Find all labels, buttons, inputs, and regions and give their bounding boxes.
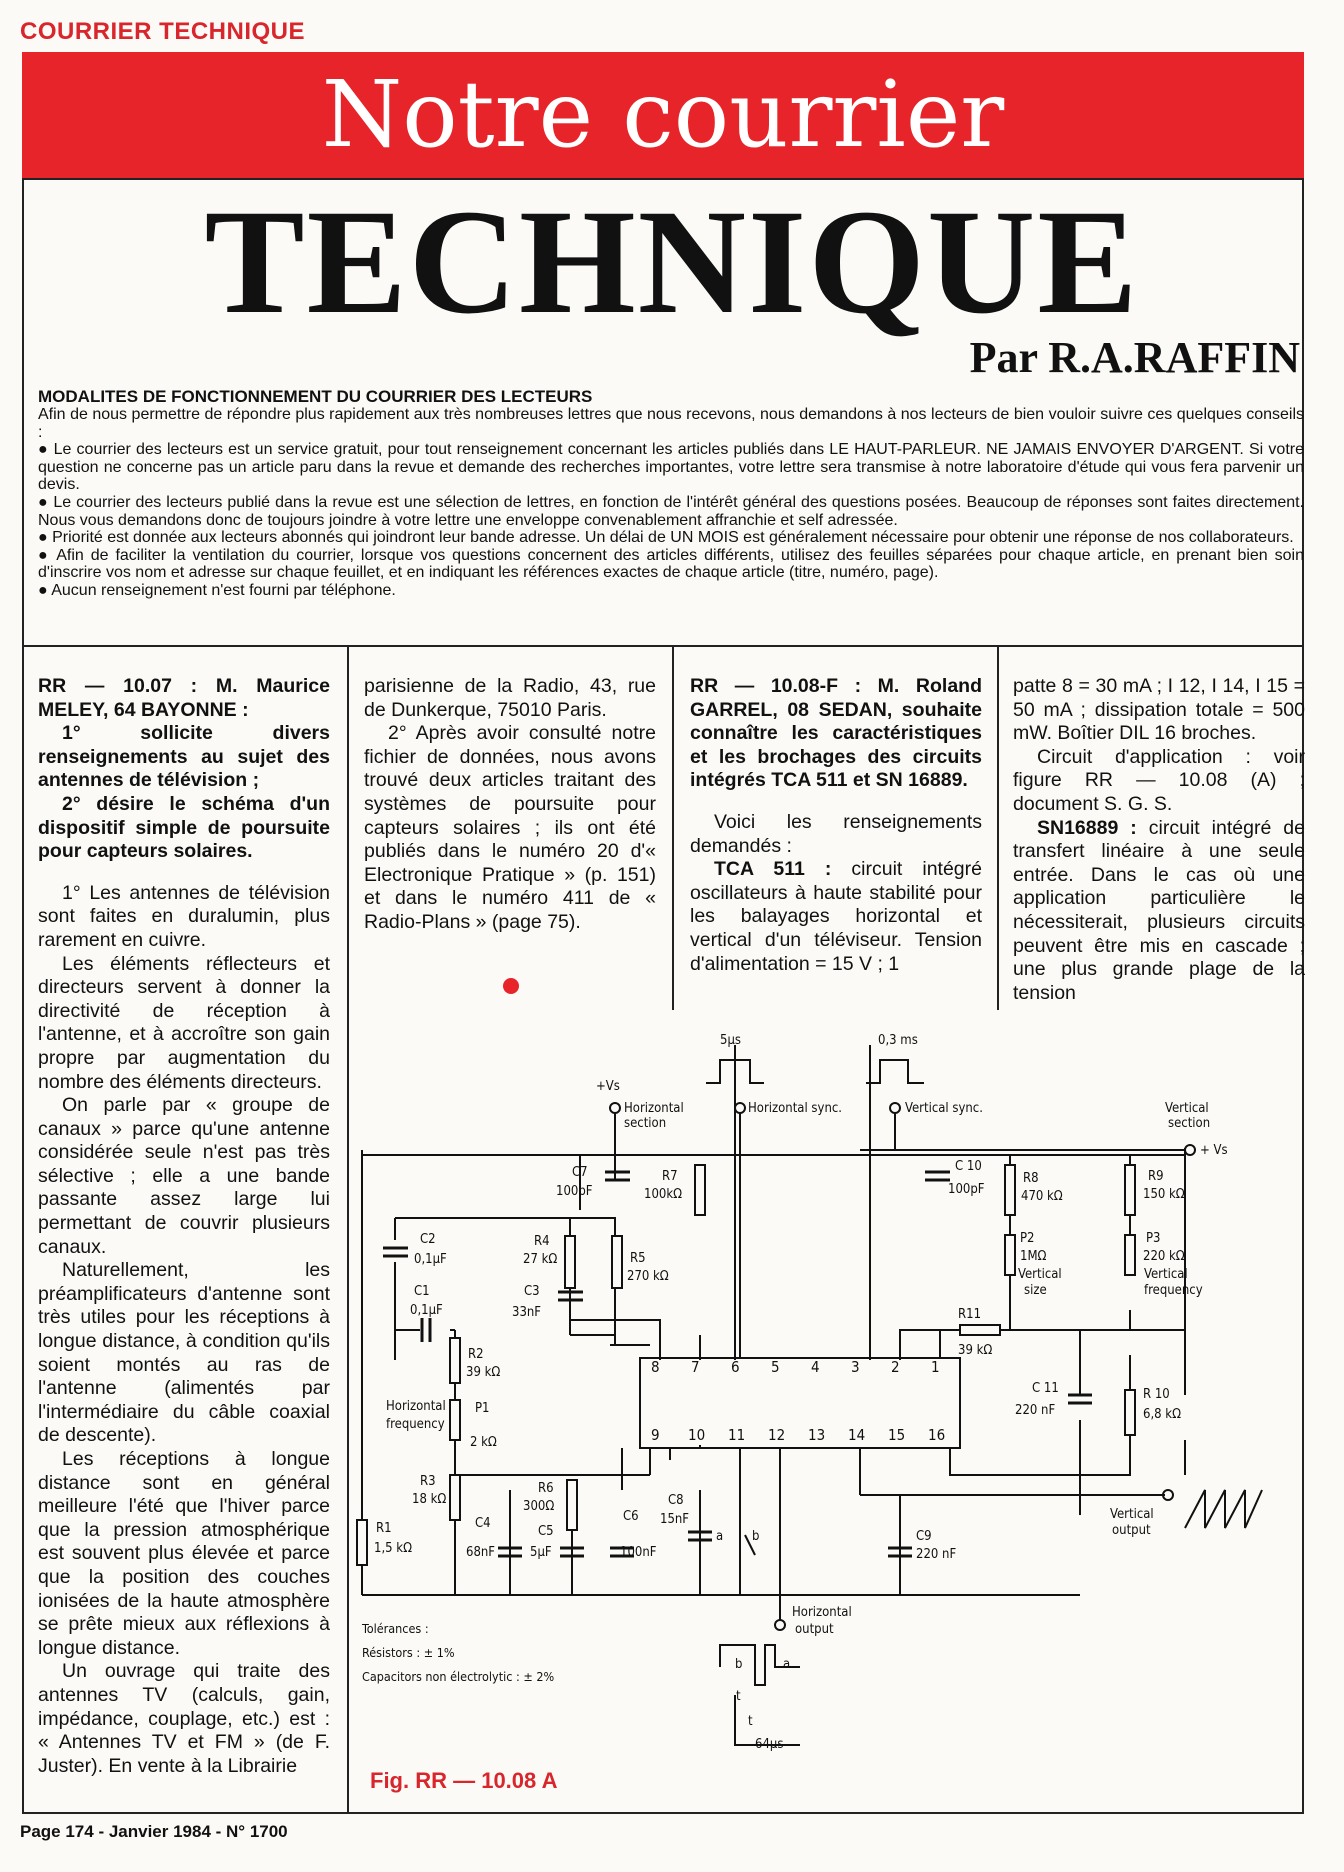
pin-15: 15	[888, 1426, 906, 1444]
label-c1: C1	[414, 1284, 430, 1299]
label-r5: R5	[630, 1251, 646, 1266]
column-1	[38, 675, 330, 1778]
label-c7: C7	[572, 1165, 588, 1180]
letter-reference: RR — 10.07 : M. Maurice MELEY, 64 BAYONNE :	[38, 675, 330, 721]
label-vertical-output: Vertical	[1110, 1507, 1154, 1522]
value-r7: 100kΩ	[644, 1187, 683, 1202]
answer-paragraph: Circuit d'application : voir figure RR — 10.08 (A) ; document S. G. S.	[1013, 745, 1305, 815]
label-c3: C3	[524, 1284, 540, 1299]
pulse-64us: 64µs	[755, 1737, 784, 1752]
label-vertical-sync: Vertical sync.	[905, 1101, 983, 1116]
pulse-t2: t	[748, 1714, 753, 1729]
value-r6: 300Ω	[523, 1499, 555, 1514]
answer-paragraph: Les réceptions à longue distance sont en général meilleure l'été que l'hiver parce que la pression atmosphérique est souvent plus élevée et parce que la position des couches ionisées de la haute atmosphère se prête mieux aux réflexions à longue distance.	[38, 1448, 330, 1659]
reader-rules-box	[38, 388, 1304, 600]
section-rubric: COURRIER TECHNIQUE	[20, 18, 306, 45]
rules-paragraph: ● Priorité est donnée aux lecteurs abonnés qui joindront leur bande adresse. Un délai de UN MOIS est généralement nécessaire pour obtenir une réponse de nos collaborateurs.	[38, 529, 1294, 547]
pin-2: 2	[891, 1358, 900, 1376]
value-p1: 2 kΩ	[470, 1435, 497, 1450]
banner-title: Notre courrier	[22, 52, 1304, 178]
label-c6: C6	[623, 1509, 639, 1524]
value-c1: 0,1µF	[410, 1303, 443, 1318]
page-title: TECHNIQUE	[204, 179, 1140, 345]
pin-12: 12	[768, 1426, 786, 1444]
label-c9: C9	[916, 1529, 932, 1544]
label-vertical-section: Vertical	[1165, 1101, 1209, 1116]
label-r7: R7	[662, 1169, 678, 1184]
value-c3: 33nF	[512, 1305, 542, 1320]
label-vs-left: +Vs	[596, 1079, 620, 1094]
question-2: 2° désire le schéma d'un dispositif simple de poursuite pour capteurs solaires.	[38, 792, 330, 863]
pin-16: 16	[928, 1426, 946, 1444]
answer-paragraph: Naturellement, les préamplificateurs d'antenne sont très utiles pour les réceptions à longue distance, à condition qu'ils soient montés au ras de l'antenne (alimentés par l'intermédiaire du câble coaxial de descente).	[38, 1259, 330, 1447]
answer-paragraph: 1° Les antennes de télévision sont faites en duralumin, plus rarement en cuivre.	[38, 881, 330, 951]
pin-8: 8	[651, 1358, 660, 1376]
answer-paragraph: patte 8 = 30 mA ; I 12, I 14, I 15 = 50 mA ; dissipation totale = 500 mW. Boîtier DIL 16 broches.	[1013, 675, 1305, 745]
rules-paragraph: ● Afin de faciliter la ventilation du courrier, lorsque vos questions concernent des articles différents, utilisez des feuilles séparées pour chaque article, en prenant bien soin d'inscrire vos nom et adresse sur chaque feuillet, et en indiquant les références exactes de chaque article (titre, numéro, page).	[38, 546, 1304, 582]
question-1: 1° sollicite divers renseignements au sujet des antennes de télévision ;	[38, 722, 330, 792]
label-vertical-section-2: section	[1168, 1116, 1211, 1131]
label-horizontal-section-2: section	[624, 1116, 667, 1131]
label-vs-right: + Vs	[1200, 1143, 1228, 1158]
pin-7: 7	[691, 1358, 700, 1376]
label-r10: R 10	[1143, 1387, 1170, 1402]
value-c8: 15nF	[660, 1512, 690, 1527]
column-4	[1013, 675, 1305, 1005]
pulse-b: b	[735, 1657, 743, 1672]
answer-paragraph: Un ouvrage qui traite des antennes TV (calculs, gain, impédance, couplage, etc.) est : « Antennes TV et FM » (de F. Juster). En vente à la Librairie	[38, 1660, 330, 1777]
label-horizontal-section: Horizontal	[624, 1101, 684, 1116]
pin-9: 9	[651, 1426, 660, 1444]
value-r11: 39 kΩ	[958, 1343, 993, 1358]
rules-divider	[22, 645, 1304, 647]
pin-13: 13	[808, 1426, 826, 1444]
note-p2-2: size	[1024, 1283, 1047, 1298]
pin-10: 10	[688, 1426, 706, 1444]
rules-heading: MODALITES DE FONCTIONNEMENT DU COURRIER DES LECTEURS	[38, 387, 593, 406]
label-r4: R4	[534, 1234, 550, 1249]
answer-paragraph: 2° Après avoir consulté notre fichier de données, nous avons trouvé deux articles traitant des systèmes de poursuite pour capteurs solaires ; ils ont été publiés dans le numéro 20 d'« Electronique Pratique » (p. 151) et dans le numéro 411 de « Radio-Plans » (page 75).	[364, 722, 656, 933]
label-c4: C4	[475, 1516, 491, 1531]
switch-a: a	[716, 1529, 724, 1544]
label-r9: R9	[1148, 1169, 1164, 1184]
value-c2: 0,1µF	[414, 1252, 447, 1267]
answer-paragraph: On parle par « groupe de canaux » parce qu'une antenne considérée seule n'est pas très sélective ; elle a une bande passante assez large lui permettant de couvrir plusieurs canaux.	[38, 1094, 330, 1258]
label-r1: R1	[376, 1521, 392, 1536]
label-c2: C2	[420, 1232, 436, 1247]
column-divider-2	[672, 645, 674, 1010]
letter-reference: RR — 10.08-F : M. Roland GARREL, 08 SEDAN, souhaite connaître les caractéristiques et les brochages des circuits intégrés TCA 511 et SN 16889.	[690, 675, 982, 792]
value-r10: 6,8 kΩ	[1143, 1407, 1182, 1422]
note-p3-2: frequency	[1144, 1283, 1203, 1298]
answer-paragraph: Les éléments réflecteurs et directeurs servent à donner la directivité de réception à l'antenne, et à accroître son gain propre par augmentation du nombre des éléments directeurs.	[38, 952, 330, 1093]
answer-paragraph: Voici les renseignements demandés :	[690, 810, 982, 857]
rules-paragraph: Afin de nous permettre de répondre plus rapidement aux très nombreuses lettres que nous recevons, nous demandons à nos lecteurs de bien vouloir suivre ces quelques conseils :	[38, 406, 1304, 441]
value-p3: 220 kΩ	[1143, 1249, 1185, 1264]
pin-11: 11	[728, 1426, 746, 1444]
value-r3: 18 kΩ	[412, 1492, 447, 1507]
pin-6: 6	[731, 1358, 740, 1376]
column-3	[690, 675, 982, 976]
end-mark-dot	[503, 978, 519, 994]
author-byline: Par R.A.RAFFIN	[969, 333, 1300, 382]
label-c8: C8	[668, 1493, 684, 1508]
label-r3: R3	[420, 1474, 436, 1489]
value-c9: 220 nF	[916, 1547, 957, 1562]
rules-paragraph: ● Le courrier des lecteurs est un service gratuit, pour tout renseignement concernant les articles publiés dans LE HAUT-PARLEUR. NE JAMAIS ENVOYER D'ARGENT. Si votre question ne concerne pas un article paru dans la revue et demande des recherches importantes, votre lettre sera transmise à notre laboratoire d'étude qui vous fera parvenir un devis.	[38, 441, 1304, 494]
label-c10: C 10	[955, 1159, 982, 1174]
value-r2: 39 kΩ	[466, 1365, 501, 1380]
column-2	[364, 675, 656, 935]
answer-paragraph: TCA 511 : circuit intégré oscillateurs à haute stabilité pour les balayages horizontal et vertical d'un téléviseur. Tension d'alimentation = 15 V ; 1	[690, 858, 982, 975]
rules-paragraph: ● Aucun renseignement n'est fourni par téléphone.	[38, 581, 396, 599]
pin-5: 5	[771, 1358, 780, 1376]
answer-paragraph: parisienne de la Radio, 43, rue de Dunkerque, 75010 Paris.	[364, 675, 656, 721]
tolerances-note	[362, 1617, 554, 1689]
label-r11: R11	[958, 1307, 982, 1322]
label-horizontal-output-2: output	[795, 1622, 834, 1637]
value-c4: 68nF	[466, 1545, 496, 1560]
value-r5: 270 kΩ	[627, 1269, 669, 1284]
answer-paragraph: SN16889 : circuit intégré de transfert linéaire à une seule entrée. Dans le cas où une application particulière le nécessiterait, plusieurs circuits peuvent être mis en cascade ; une plus grande plage de la tension	[1013, 816, 1305, 1004]
value-r9: 150 kΩ	[1143, 1187, 1185, 1202]
label-p3: P3	[1146, 1231, 1161, 1246]
pin-1: 1	[931, 1358, 940, 1376]
label-r2: R2	[468, 1347, 484, 1362]
note-p1-2: frequency	[386, 1417, 445, 1432]
column-divider-3	[997, 645, 999, 1010]
value-c7: 100pF	[556, 1184, 593, 1199]
tolerance-resistors: Résistors : ± 1%	[362, 1645, 455, 1660]
label-c5: C5	[538, 1524, 554, 1539]
label-pulse-03ms: 0,3 ms	[878, 1033, 918, 1048]
note-p3: Vertical	[1144, 1267, 1188, 1282]
label-c11: C 11	[1032, 1381, 1059, 1396]
tolerance-capacitors: Capacitors non électrolytic : ± 2%	[362, 1669, 555, 1684]
pulse-a: a	[783, 1657, 791, 1672]
figure-caption: Fig. RR — 10.08 A	[370, 1768, 558, 1793]
label-vertical-output-2: output	[1112, 1523, 1151, 1538]
label-p1: P1	[475, 1401, 490, 1416]
label-r8: R8	[1023, 1171, 1039, 1186]
pin-14: 14	[848, 1426, 866, 1444]
value-c5: 5µF	[530, 1545, 552, 1560]
note-p1: Horizontal	[386, 1399, 446, 1414]
column-divider-1	[347, 645, 349, 1814]
label-horizontal-output: Horizontal	[792, 1605, 852, 1620]
value-r4: 27 kΩ	[523, 1252, 558, 1267]
value-c6: 100nF	[620, 1545, 657, 1560]
label-horizontal-sync: Horizontal sync.	[748, 1101, 842, 1116]
pulse-t1: t	[736, 1689, 741, 1704]
page-footer: Page 174 - Janvier 1984 - N° 1700	[20, 1822, 288, 1841]
value-c10: 100pF	[948, 1182, 985, 1197]
value-p2: 1MΩ	[1020, 1249, 1047, 1264]
label-p2: P2	[1020, 1231, 1035, 1246]
value-c11: 220 nF	[1015, 1403, 1056, 1418]
rules-paragraph: ● Le courrier des lecteurs publié dans la revue est une sélection de lettres, en fonction de l'intérêt général des questions posées. Beaucoup de réponses sont faites directement. Nous vous demandons donc de toujours joindre à votre lettre une enveloppe convenablement affranchie et self adressée.	[38, 493, 1304, 529]
value-r8: 470 kΩ	[1021, 1189, 1063, 1204]
pin-4: 4	[811, 1358, 820, 1376]
label-r6: R6	[538, 1481, 554, 1496]
switch-b: b	[752, 1529, 760, 1544]
note-p2: Vertical	[1018, 1267, 1062, 1282]
pin-3: 3	[851, 1358, 860, 1376]
label-pulse-5us: 5µs	[720, 1033, 741, 1048]
tolerance-title: Tolérances :	[362, 1621, 429, 1636]
value-r1: 1,5 kΩ	[374, 1541, 413, 1556]
